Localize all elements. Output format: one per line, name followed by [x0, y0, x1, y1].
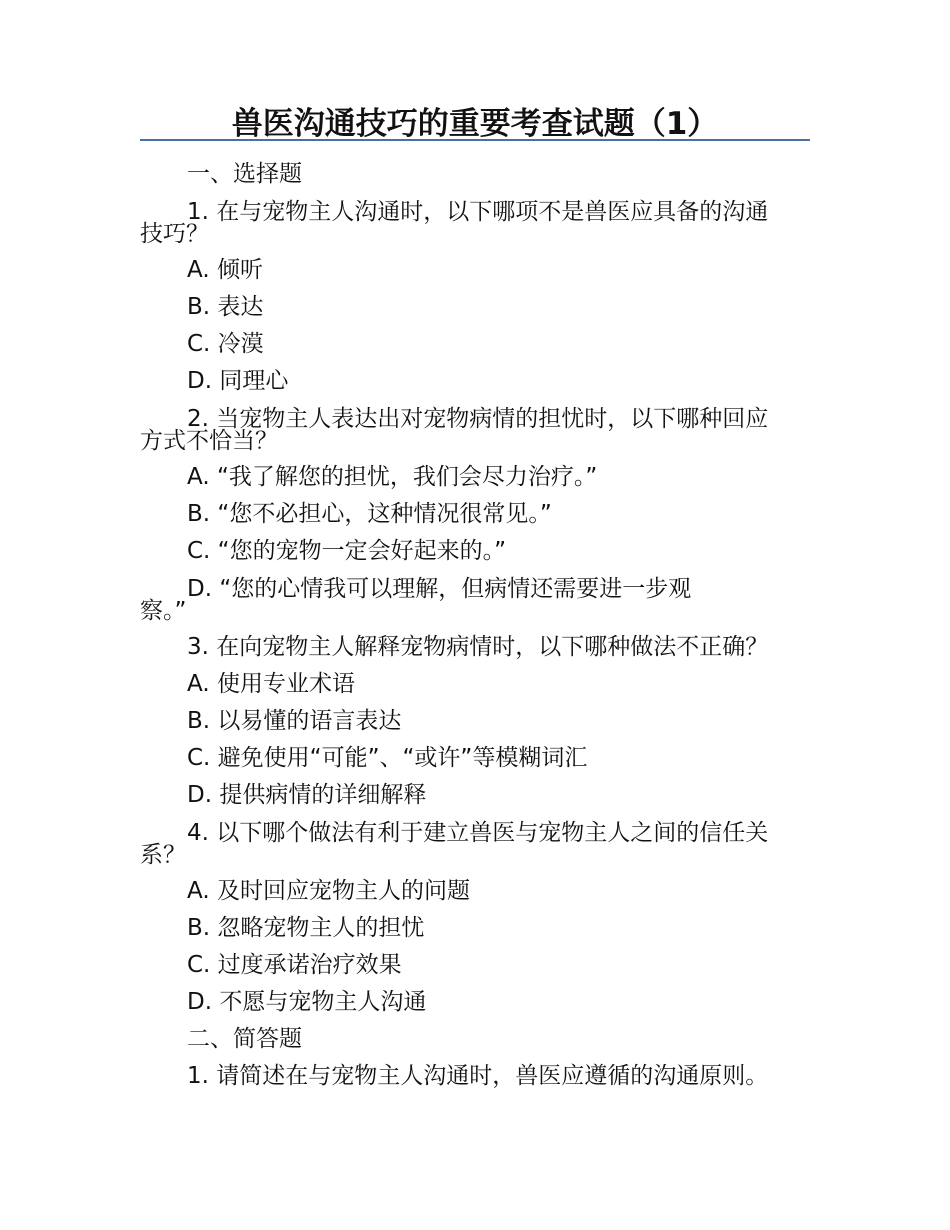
option: C. 冷漠	[187, 331, 264, 357]
option: C. 避免使用“可能”、“或许”等模糊词汇	[187, 745, 588, 771]
short-answer-question-1: 1. 请简述在与宠物主人沟通时，兽医应遵循的沟通原则。	[187, 1063, 769, 1089]
question-text: 1. 在与宠物主人沟通时，以下哪项不是兽医应具备的沟通	[187, 199, 769, 225]
option: B. 表达	[187, 294, 264, 320]
option: D. 提供病情的详细解释	[187, 782, 427, 808]
option: A. 及时回应宠物主人的问题	[187, 878, 470, 904]
option: A. “我了解您的担忧，我们会尽力治疗。”	[187, 464, 598, 490]
option: B. 以易懂的语言表达	[187, 708, 402, 734]
option: C. “您的宠物一定会好起来的。”	[187, 538, 507, 564]
question-text-wrap: 方式不恰当？	[140, 428, 278, 454]
option: D. “您的心情我可以理解，但病情还需要进一步观	[187, 576, 692, 602]
question-text-wrap: 技巧？	[140, 221, 209, 247]
page-title: 兽医沟通技巧的重要考查试题（1）	[231, 106, 719, 142]
option: A. 使用专业术语	[187, 671, 355, 697]
question-text-wrap: 系？	[140, 842, 186, 868]
question-4	[140, 817, 810, 873]
document-body	[140, 156, 810, 1095]
question-1	[140, 196, 810, 252]
option-wrap: 察。”	[140, 598, 187, 624]
option: B. “您不必担心，这种情况很常见。”	[187, 501, 552, 527]
section-heading-short-answer: 二、简答题	[187, 1026, 302, 1052]
option: D. 不愿与宠物主人沟通	[187, 989, 427, 1015]
option: A. 倾听	[187, 257, 263, 283]
option: D. 同理心	[187, 368, 289, 394]
question-text: 4. 以下哪个做法有利于建立兽医与宠物主人之间的信任关	[187, 820, 769, 846]
option: C. 过度承诺治疗效果	[187, 952, 402, 978]
question-2	[140, 403, 810, 459]
section-heading-choice: 一、选择题	[187, 161, 302, 187]
question-3: 3. 在向宠物主人解释宠物病情时，以下哪种做法不正确？	[187, 634, 769, 660]
option-d-wrapped	[140, 573, 810, 629]
question-text: 2. 当宠物主人表达出对宠物病情的担忧时，以下哪种回应	[187, 406, 769, 432]
title-underline	[140, 139, 810, 141]
option: B. 忽略宠物主人的担忧	[187, 915, 425, 941]
